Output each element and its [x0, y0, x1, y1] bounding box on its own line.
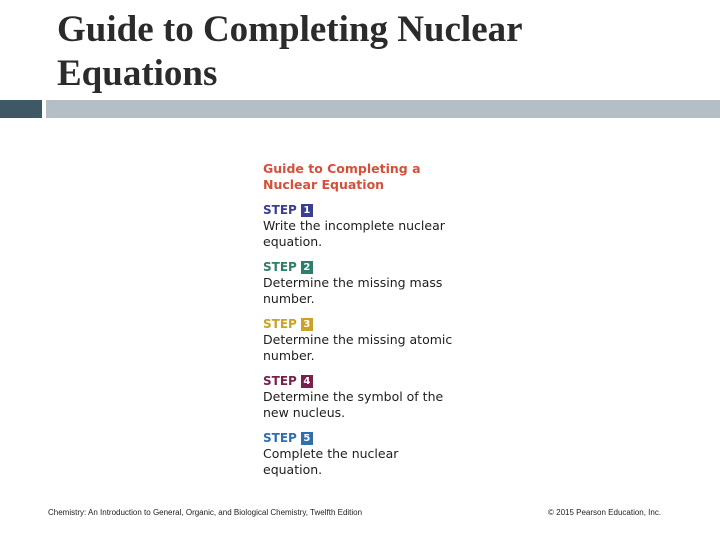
guide-heading-line-2: Nuclear Equation	[263, 177, 385, 192]
slide-title-line-2: Equations	[57, 53, 218, 94]
guide-heading	[263, 161, 483, 193]
step-1-text-line-2: equation.	[263, 234, 323, 249]
step-1-label	[263, 202, 483, 218]
step-1-word: STEP	[263, 203, 297, 217]
step-2-word: STEP	[263, 260, 297, 274]
title-divider-bar	[46, 100, 720, 118]
footer-book-title: Chemistry: An Introduction to General, Organic, and Biological Chemistry, Twelfth Edition	[48, 508, 363, 517]
step-3-number-badge: 3	[301, 318, 313, 331]
step-4-word: STEP	[263, 374, 297, 388]
step-2-number-badge: 2	[301, 261, 313, 274]
step-3	[263, 316, 483, 364]
step-1-number-badge: 1	[301, 204, 313, 217]
step-5-word: STEP	[263, 431, 297, 445]
slide-title	[57, 8, 677, 96]
step-2-text-line-1: Determine the missing mass	[263, 275, 443, 290]
step-3-text	[263, 332, 483, 364]
step-5-text	[263, 446, 483, 478]
step-4-text-line-2: new nucleus.	[263, 405, 346, 420]
step-2-label	[263, 259, 483, 275]
step-3-label	[263, 316, 483, 332]
step-1-text-line-1: Write the incomplete nuclear	[263, 218, 445, 233]
step-2-text-line-2: number.	[263, 291, 315, 306]
step-5-label	[263, 430, 483, 446]
step-2-text	[263, 275, 483, 307]
step-3-text-line-1: Determine the missing atomic	[263, 332, 453, 347]
step-3-word: STEP	[263, 317, 297, 331]
step-4	[263, 373, 483, 421]
step-5-text-line-2: equation.	[263, 462, 323, 477]
guide-box	[263, 161, 483, 478]
step-1-text	[263, 218, 483, 250]
step-1	[263, 202, 483, 250]
step-5-text-line-1: Complete the nuclear	[263, 446, 399, 461]
step-3-text-line-2: number.	[263, 348, 315, 363]
step-5-number-badge: 5	[301, 432, 313, 445]
step-4-text-line-1: Determine the symbol of the	[263, 389, 444, 404]
step-4-text	[263, 389, 483, 421]
step-4-label	[263, 373, 483, 389]
step-2	[263, 259, 483, 307]
footer-copyright: © 2015 Pearson Education, Inc.	[548, 508, 662, 517]
step-5	[263, 430, 483, 478]
guide-heading-line-1: Guide to Completing a	[263, 161, 421, 176]
slide-title-line-1: Guide to Completing Nuclear	[57, 9, 523, 50]
step-4-number-badge: 4	[301, 375, 313, 388]
title-divider-accent	[0, 100, 42, 118]
